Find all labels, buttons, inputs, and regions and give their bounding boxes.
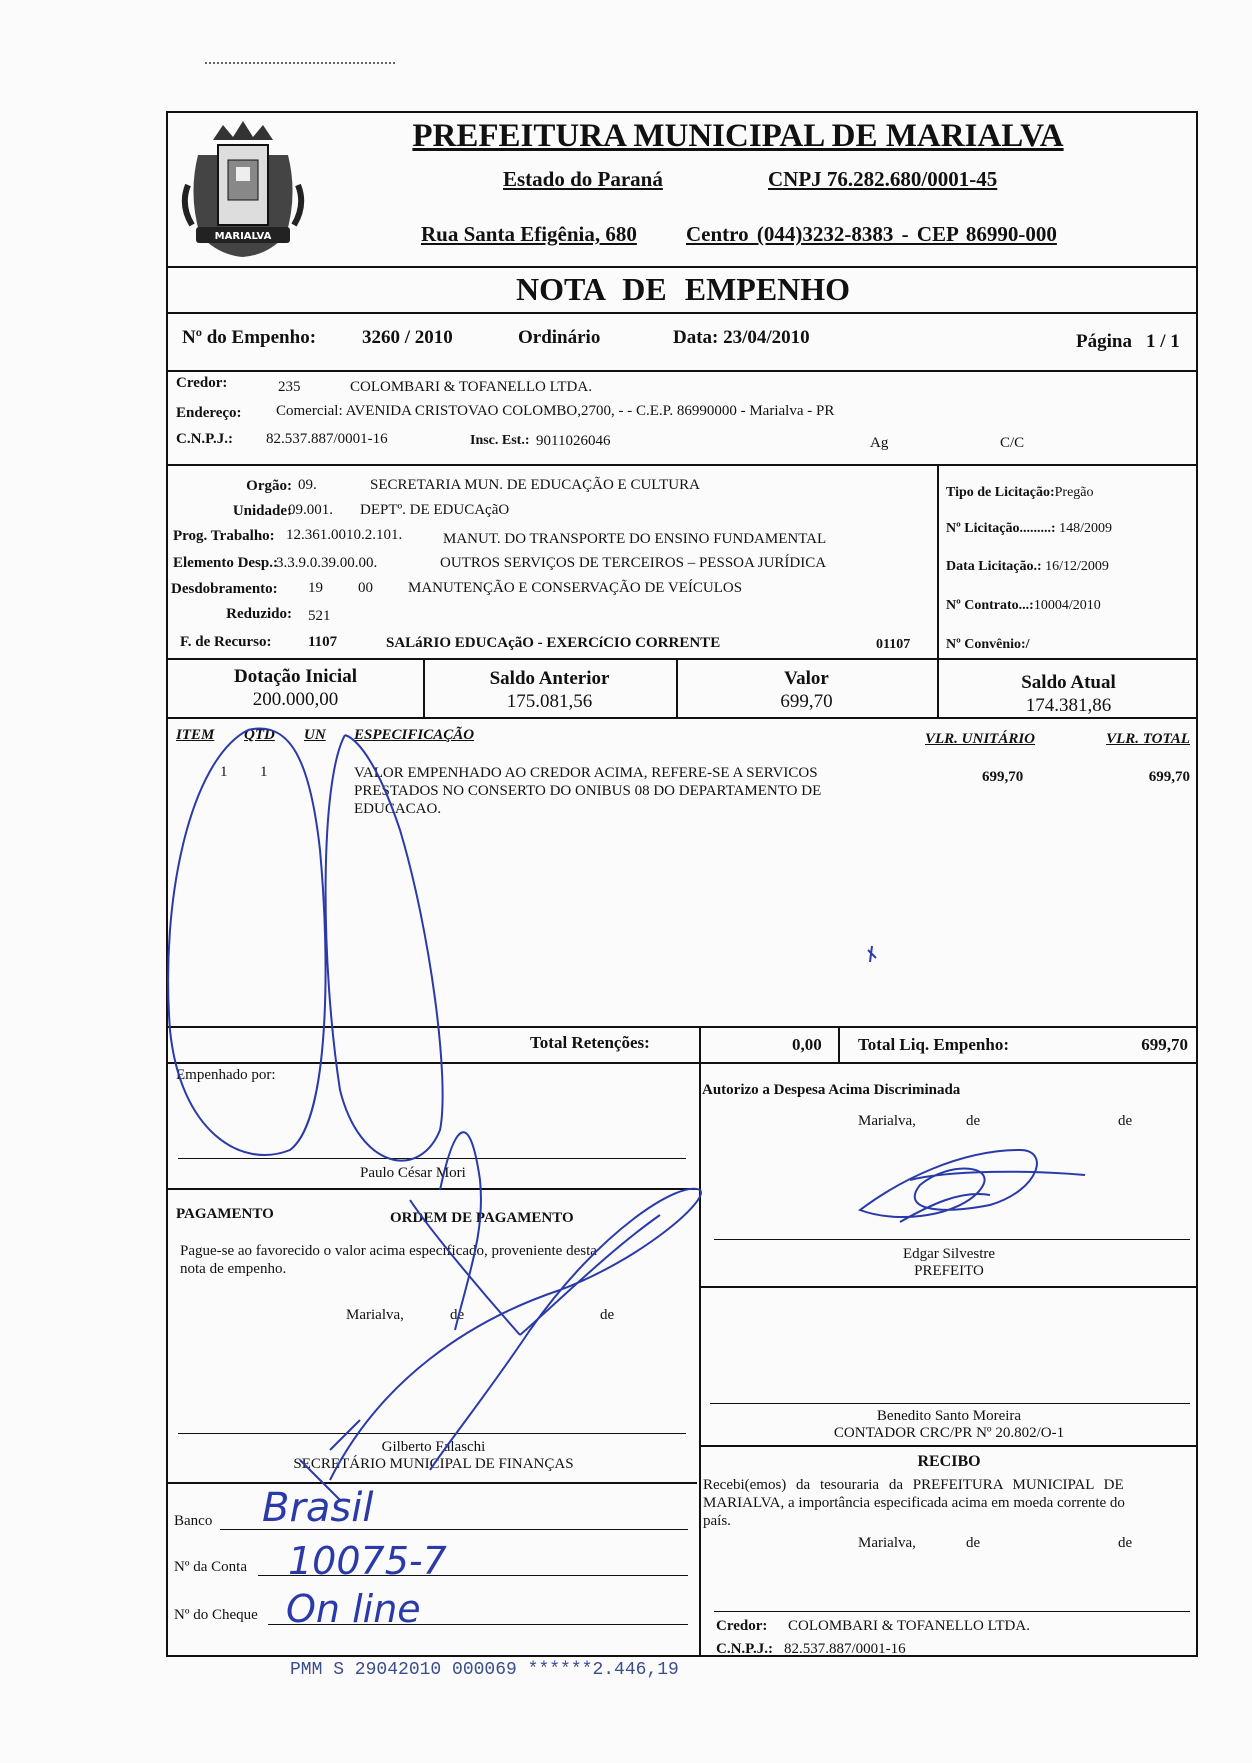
recibo-de1: de — [966, 1535, 981, 1551]
insc-label: Insc. Est.: — [470, 433, 530, 448]
orgao-label: Orgão: — [246, 478, 292, 494]
recibo-credor-label: Credor: — [716, 1618, 768, 1634]
credor-cnpj-label: C.N.P.J.: — [176, 431, 233, 447]
desdobramento-code2: 00 — [358, 580, 373, 596]
municipality-title: PREFEITURA MUNICIPAL DE MARIALVA — [412, 118, 1064, 154]
pagamento-de1: de — [450, 1307, 465, 1323]
banco-label: Banco — [174, 1513, 213, 1529]
bank-authentication-stamp: PMM S 29042010 000069 ******2.446,19 — [290, 1660, 679, 1680]
contador-title: CONTADOR CRC/PR Nº 20.802/O-1 — [833, 1425, 1065, 1441]
pagamento-text1: Pague-se ao favorecido o valor acima especificado, proveniente desta — [180, 1243, 597, 1259]
reduzido-label: Reduzido: — [226, 606, 292, 622]
total-retencoes-label: Total Retenções: — [530, 1033, 650, 1052]
recibo-text3: país. — [703, 1513, 731, 1529]
unidade-label: Unidade: — [232, 503, 292, 519]
col-un: UN — [304, 727, 326, 743]
reduzido-value: 521 — [308, 608, 331, 624]
num-licitacao — [946, 521, 1112, 537]
saldo-anterior-value: 175.081,56 — [506, 691, 593, 712]
prog-label: Prog. Trabalho: — [173, 528, 275, 544]
pagamento-label: PAGAMENTO — [176, 1206, 274, 1222]
insc-value: 9011026046 — [536, 433, 611, 449]
credor-cnpj: 82.537.887/0001-16 — [266, 431, 388, 447]
prog-code: 12.361.0010.2.101. — [286, 527, 403, 543]
unidade-name: DEPTº. DE EDUCAçãO — [360, 502, 510, 518]
state-name: Estado do Paraná — [503, 167, 663, 191]
empenhado-label: Empenhado por: — [176, 1067, 276, 1083]
prefeito-title: PREFEITO — [914, 1263, 984, 1279]
item-number: 1 — [220, 764, 228, 780]
endereco-value: Comercial: AVENIDA CRISTOVAO COLOMBO,2700, - - C.E.P. 86990000 - Marialva - PR — [276, 403, 835, 419]
total-liquido-value: 699,70 — [1141, 1035, 1188, 1054]
autorizo-label: Autorizo a Despesa Acima Discriminada — [702, 1082, 961, 1098]
fonte-name: SALáRIO EDUCAçãO - EXERCíCIO CORRENTE — [386, 635, 721, 651]
orgao-code: 09. — [298, 477, 317, 493]
desdobramento-label: Desdobramento: — [171, 581, 278, 597]
saldo-atual-label: Saldo Atual — [1021, 672, 1116, 693]
empenho-number-label: Nº do Empenho: — [182, 327, 317, 348]
recibo-cnpj-value: 82.537.887/0001-16 — [784, 1641, 906, 1657]
municipality-contact: Centro (044)3232-8383 - CEP 86990-000 — [686, 222, 1057, 246]
data-licitacao — [946, 559, 1109, 575]
item-qtd: 1 — [260, 764, 268, 780]
ordem-pagamento-label: ORDEM DE PAGAMENTO — [390, 1210, 574, 1226]
fonte-code: 1107 — [308, 634, 338, 650]
contrato-label: Nº Contrato...: — [946, 598, 1034, 613]
col-qtd: QTD — [244, 727, 275, 743]
desdobramento-name: MANUTENÇÃO E CONSERVAÇÃO DE VEÍCULOS — [408, 580, 743, 596]
col-valor-total: VLR. TOTAL — [1106, 731, 1190, 747]
contrato — [946, 598, 1101, 614]
data-licitacao-value: 16/12/2009 — [1045, 559, 1109, 574]
tipo-licitacao-value: Pregão — [1054, 485, 1094, 500]
prog-name: MANUT. DO TRANSPORTE DO ENSINO FUNDAMENTAL — [443, 531, 827, 547]
credor-name: COLOMBARI & TOFANELLO LTDA. — [350, 379, 592, 395]
empenho-form — [166, 111, 1198, 1657]
col-item: ITEM — [176, 727, 215, 743]
unidade-code: 09.001. — [288, 502, 333, 518]
secretario-title: SECRETÁRIO MUNICIPAL DE FINANÇAS — [293, 1456, 574, 1472]
crest-ribbon-text: MARIALVA — [214, 231, 272, 242]
item-total-value: 699,70 — [1148, 769, 1190, 785]
municipal-crest-icon — [178, 115, 308, 267]
recibo-city: Marialva, — [858, 1535, 916, 1551]
dotacao-label: Dotação Inicial — [234, 666, 357, 687]
pagamento-de2: de — [600, 1307, 615, 1323]
tipo-licitacao-label — [946, 485, 1094, 501]
data-licitacao-label: Data Licitação.: — [946, 559, 1042, 574]
recibo-text1: Recebi(emos) da tesouraria da PREFEITURA MUNICIPAL DE — [703, 1477, 1124, 1493]
empenhado-name: Paulo César Mori — [360, 1165, 466, 1181]
scan-speck — [205, 62, 395, 70]
empenho-date: Data: 23/04/2010 — [673, 327, 810, 348]
valor-label: Valor — [784, 668, 829, 689]
autorizo-de1: de — [966, 1113, 981, 1129]
pagamento-text2: nota de empenho. — [180, 1261, 287, 1277]
autorizo-de2: de — [1118, 1113, 1133, 1129]
credor-label: Credor: — [176, 375, 228, 391]
item-unit-value: 699,70 — [982, 769, 1024, 785]
elemento-name: OUTROS SERVIÇOS DE TERCEIROS – PESSOA JURÍDICA — [440, 555, 827, 571]
recibo-credor-value: COLOMBARI & TOFANELLO LTDA. — [788, 1618, 1030, 1634]
item-desc-line2: PRESTADOS NO CONSERTO DO ONIBUS 08 DO DEPARTAMENTO DE — [354, 783, 822, 799]
recibo-cnpj-label: C.N.P.J.: — [716, 1641, 773, 1657]
col-especificacao: ESPECIFICAÇÃO — [354, 727, 475, 743]
saldo-anterior-label: Saldo Anterior — [489, 668, 610, 689]
endereco-label: Endereço: — [176, 405, 242, 421]
num-licitacao-label: Nº Licitação.........: — [946, 521, 1056, 536]
document-title: NOTA DE EMPENHO — [515, 271, 851, 307]
cheque-handwritten: On line — [286, 1587, 421, 1631]
total-liquido-label: Total Liq. Empenho: — [858, 1035, 1009, 1054]
desdobramento-code1: 19 — [308, 580, 323, 596]
credor-code: 235 — [278, 379, 301, 395]
empenho-number: 3260 / 2010 — [362, 327, 453, 348]
cheque-label: Nº do Cheque — [174, 1607, 258, 1623]
page-number: 1 / 1 — [1146, 331, 1180, 352]
contador-name: Benedito Santo Moreira — [876, 1408, 1022, 1424]
conta-handwritten: 10075-7 — [288, 1539, 447, 1583]
empenho-type: Ordinário — [518, 327, 601, 348]
cc-label: C/C — [1000, 435, 1025, 451]
municipality-cnpj: CNPJ 76.282.680/0001-45 — [768, 167, 998, 191]
page-label: Página — [1076, 331, 1132, 352]
autorizo-city: Marialva, — [858, 1113, 916, 1129]
elemento-code: 3.3.9.0.39.00.00. — [276, 555, 378, 571]
municipality-address: Rua Santa Efigênia, 680 — [421, 222, 637, 246]
valor-value: 699,70 — [780, 691, 833, 712]
prefeito-name: Edgar Silvestre — [902, 1246, 996, 1262]
convenio-label: Nº Convênio:/ — [946, 637, 1030, 652]
fonte-code2: 01107 — [876, 637, 911, 652]
elemento-label: Elemento Desp.: — [173, 555, 278, 571]
dotacao-value: 200.000,00 — [252, 689, 339, 710]
pagamento-city: Marialva, — [346, 1307, 404, 1323]
ag-label: Ag — [870, 435, 889, 451]
recibo-title: RECIBO — [917, 1453, 981, 1470]
saldo-atual-value: 174.381,86 — [1025, 695, 1112, 716]
tipo-licitacao-label-text: Tipo de Licitação: — [946, 485, 1055, 500]
secretario-name: Gilberto Falaschi — [381, 1439, 486, 1455]
banco-handwritten: Brasil — [262, 1485, 374, 1531]
num-licitacao-value: 148/2009 — [1059, 521, 1112, 536]
conta-label: Nº da Conta — [174, 1559, 247, 1575]
item-desc-line3: EDUCACAO. — [354, 801, 442, 817]
total-retencoes-value: 0,00 — [792, 1035, 822, 1054]
orgao-name: SECRETARIA MUN. DE EDUCAÇÃO E CULTURA — [370, 477, 700, 493]
recibo-text2: MARIALVA, a importância especificada acima em moeda corrente do — [703, 1495, 1125, 1511]
fonte-label: F. de Recurso: — [180, 634, 272, 650]
item-desc-line1: VALOR EMPENHADO AO CREDOR ACIMA, REFERE-SE A SERVICOS — [354, 765, 818, 781]
col-valor-unitario: VLR. UNITÁRIO — [925, 731, 1036, 747]
recibo-de2: de — [1118, 1535, 1133, 1551]
contrato-value: 10004/2010 — [1033, 598, 1101, 613]
